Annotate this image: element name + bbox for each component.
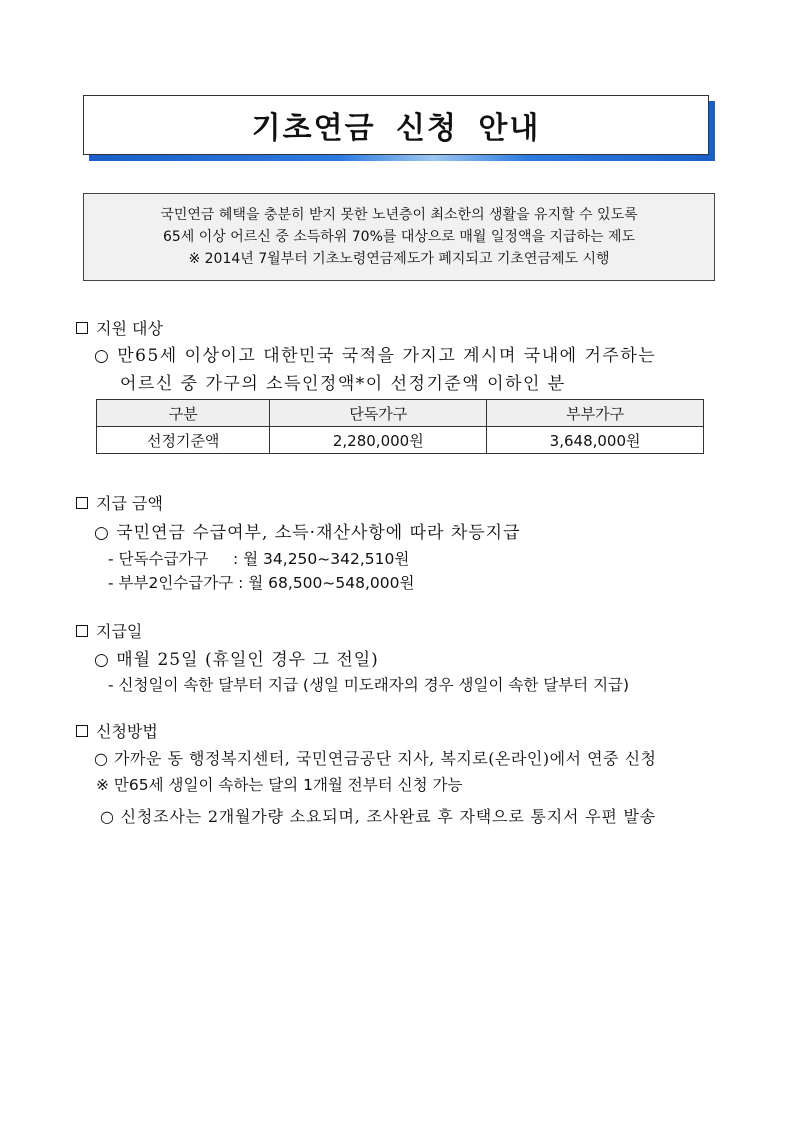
table-cell: 선정기준액 <box>97 427 270 454</box>
summary-line-3: ※ 2014년 7월부터 기초노령연금제도가 폐지되고 기초연금제도 시행 <box>188 251 610 267</box>
section-payday-heading <box>76 619 142 642</box>
table-cell: 2,280,000원 <box>270 427 487 454</box>
payday-item: - 신청일이 속한 달부터 지급 (생일 미도래자의 경우 생일이 속한 달부터 지급) <box>108 676 630 694</box>
method-bullet-2: ○ 신청조사는 2개월가량 소요되며, 조사완료 후 자택으로 통지서 우편 발송 <box>100 807 657 826</box>
payday-bullet: ○ 매월 25일 (휴일인 경우 그 전일) <box>94 650 379 670</box>
table-row <box>97 427 704 454</box>
section-method-heading <box>76 719 158 742</box>
section-amount-heading <box>76 491 163 514</box>
amount-bullet: ○ 국민연금 수급여부, 소득·재산사항에 따라 차등지급 <box>94 523 521 543</box>
amount-item-single: - 단독수급가구 : 월 34,250~342,510원 <box>108 550 410 568</box>
checkbox-square-icon <box>76 725 88 737</box>
checkbox-square-icon <box>76 497 88 509</box>
table-header-cell: 구분 <box>97 400 270 427</box>
section-title: 지급 금액 <box>96 494 163 513</box>
amount-item-couple: - 부부2인수급가구 : 월 68,500~548,000원 <box>108 574 415 592</box>
method-bullet-1: ○ 가까운 동 행정복지센터, 국민연금공단 지사, 복지로(온라인)에서 연중 신청 <box>94 749 657 768</box>
title-box <box>83 95 709 155</box>
checkbox-square-icon <box>76 625 88 637</box>
section-title: 신청방법 <box>96 722 158 741</box>
title-banner <box>83 95 709 155</box>
summary-line-1: 국민연금 혜택을 충분히 받지 못한 노년층이 최소한의 생활을 유지할 수 있도록 <box>160 207 638 223</box>
eligibility-bullet-line-1: ○ 만65세 이상이고 대한민국 국적을 가지고 계시며 국내에 거주하는 <box>94 346 657 366</box>
section-title: 지급일 <box>96 622 143 641</box>
section-eligibility-heading <box>76 316 163 339</box>
eligibility-bullet-line-2: 어르신 중 가구의 소득인정액*이 선정기준액 이하인 분 <box>120 374 566 394</box>
table-cell: 3,648,000원 <box>487 427 704 454</box>
summary-line-2: 65세 이상 어르신 중 소득하위 70%를 대상으로 매월 일정액을 지급하는 제도 <box>162 229 636 245</box>
table-header-cell: 단독가구 <box>270 400 487 427</box>
table-header-cell: 부부가구 <box>487 400 704 427</box>
method-note: ※ 만65세 생일이 속하는 달의 1개월 전부터 신청 가능 <box>96 776 463 794</box>
summary-box <box>83 193 715 281</box>
section-title: 지원 대상 <box>96 319 163 338</box>
page-title: 기초연금 신청 안내 <box>251 111 541 146</box>
table-header-row <box>97 400 704 427</box>
criteria-table <box>96 399 704 454</box>
checkbox-square-icon <box>76 322 88 334</box>
